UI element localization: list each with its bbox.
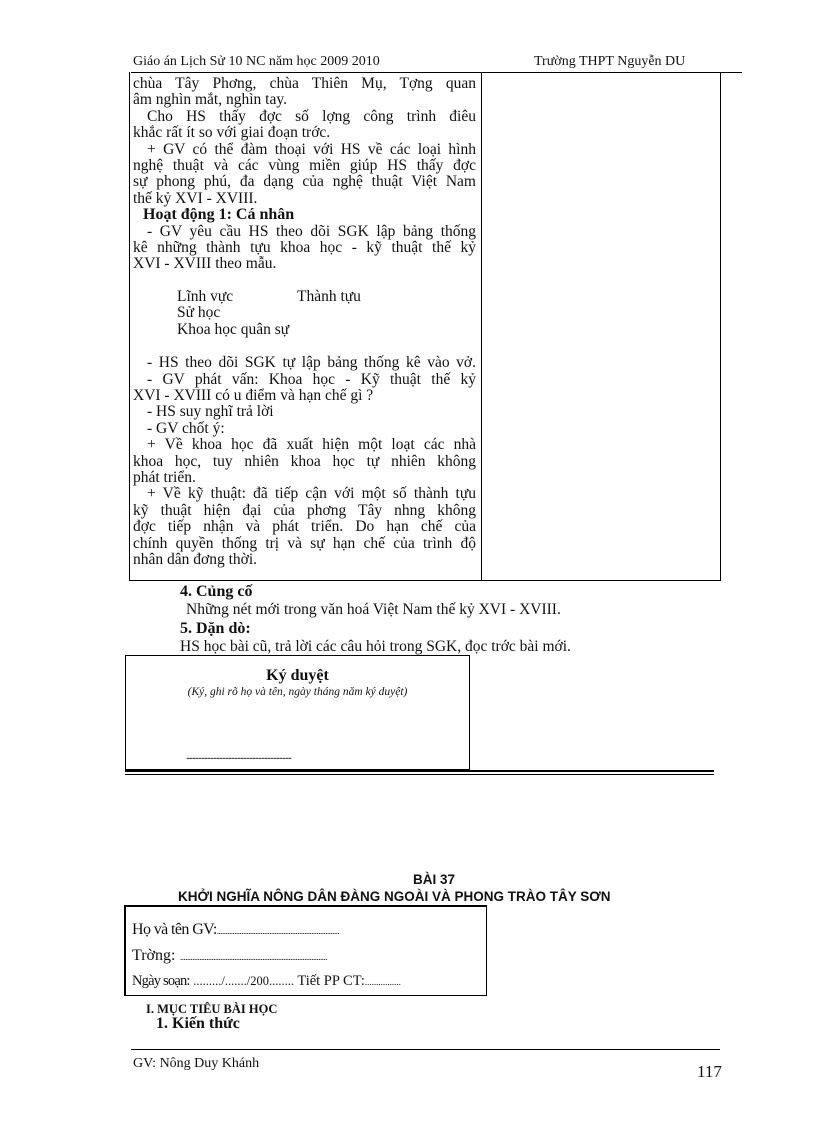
cell-line: Cho HS thấy đợc số lợng công trình điêu <box>147 107 476 125</box>
cell-line: XVI - XVIII theo mẫu. <box>133 255 277 273</box>
cell-line: + GV có thể đàm thoại với HS về các loại hình <box>147 140 476 158</box>
page-number: 117 <box>697 1062 722 1081</box>
cell-line: chính quyền thống trị và sự hạn chế của trình độ <box>133 534 476 552</box>
date-label: Ngày soạn: <box>132 973 190 989</box>
cell-line: kê những thành tựu khoa học - kỹ thuật thế kỷ <box>133 239 476 257</box>
cell-line: phát triển. <box>133 468 196 486</box>
objectives-subtitle: 1. Kiến thức <box>156 1015 240 1032</box>
cell-line: âm nghìn mắt, nghìn tay. <box>133 91 287 109</box>
template-col2-header: Thành tựu <box>297 287 361 305</box>
lesson-left-cell <box>133 76 476 568</box>
cell-line: thế kỷ XVI - XVIII. <box>133 189 258 207</box>
cell-line: - HS suy nghĩ trả lời <box>147 403 274 421</box>
teacher-info-box <box>124 905 487 996</box>
cell-line: nghệ thuật và các vùng miền giúp HS thấy đợc <box>133 157 476 175</box>
date-row <box>132 973 401 990</box>
cell-line: khoa học, tuy nhiên khoa học tự nhiên không <box>133 452 476 470</box>
lesson-table <box>129 72 721 581</box>
footer-rule <box>131 1049 720 1050</box>
homework-title: 5. Dặn dò: <box>180 620 251 637</box>
cell-line: + Về kỹ thuật: đã tiếp cận với một số thành tựu <box>147 485 476 503</box>
school-label: Trờng: <box>132 947 176 964</box>
footer-teacher: GV: Nông Duy Khánh <box>133 1056 260 1071</box>
cell-line: + Về khoa học đã xuất hiện một loạt các nhà <box>147 436 476 454</box>
period-label: Tiết PP CT: <box>297 973 365 989</box>
cell-line: - GV yêu cầu HS theo dõi SGK lập bảng thống <box>147 222 476 240</box>
date-value: ........./......./200........ <box>193 974 294 988</box>
approval-signature-dots: ...................................................................... <box>186 751 291 762</box>
approval-subtitle: (Ký, ghi rõ họ và tên, ngày tháng năm ký duyệt) <box>187 686 408 698</box>
cell-line: khắc rất ít so với giai đoạn trớc. <box>133 124 331 142</box>
cell-line: - HS theo dõi SGK tự lập bảng thống kê vào vở. <box>147 354 476 372</box>
teacher-name-row <box>132 921 339 939</box>
objectives-title: I. MỤC TIÊU BÀI HỌC <box>146 1002 278 1016</box>
school-row <box>132 947 327 965</box>
template-row: Sử học <box>177 304 221 322</box>
period-dots: ................ <box>364 977 401 987</box>
header-right: Trường THPT Nguyễn DU <box>534 54 686 69</box>
activity-title: Hoạt động 1: Cá nhân <box>143 206 295 224</box>
template-header-row <box>133 289 476 305</box>
template-col1-header: Lĩnh vực <box>177 287 234 305</box>
school-dots: .................................................................................... <box>180 952 327 962</box>
rule-thin-2 <box>125 774 714 775</box>
homework-text: HS học bài cũ, trả lời các câu hỏi trong SGK, đọc trớc bài mới. <box>180 638 571 655</box>
table-divider <box>481 72 482 580</box>
cell-line: kỹ thuật hiện đại của phơng Tây nhng không <box>133 501 476 519</box>
cell-line: - GV phát vấn: Khoa học - Kỹ thuật thế kỷ <box>147 370 476 388</box>
approval-box <box>125 655 470 770</box>
header-left: Giáo án Lịch Sử 10 NC năm học 2009 2010 <box>133 54 380 69</box>
teacher-name-dots: ...................................................................... <box>216 926 340 936</box>
consolidation-title: 4. Củng cố <box>180 583 253 600</box>
cell-line: nhân dân đơng thời. <box>133 550 258 568</box>
lesson-number: BÀI 37 <box>413 872 456 887</box>
teacher-name-label: Họ và tên GV: <box>132 921 217 938</box>
cell-line: chùa Tây Phơng, chùa Thiên Mụ, Tợng quan <box>133 75 476 92</box>
cell-line: đợc tiếp nhận và phát triển. Do hạn chế của <box>133 518 476 536</box>
cell-line: sự phong phú, đa dạng của nghệ thuật Việt Nam <box>133 173 476 191</box>
cell-line: - GV chốt ý: <box>147 419 225 437</box>
approval-title: Ký duyệt <box>266 667 329 684</box>
cell-line: XVI - XVIII có u điểm và hạn chế gì ? <box>133 386 374 404</box>
template-row: Khoa học quân sự <box>177 320 290 338</box>
rule-thick-1 <box>125 770 714 772</box>
consolidation-text: Những nét mới trong văn hoá Việt Nam thế kỷ XVI - XVIII. <box>186 601 561 618</box>
lesson-title: KHỞI NGHĨA NÔNG DÂN ĐÀNG NGOÀI VÀ PHONG TRÀO TÂY SƠN <box>178 889 611 904</box>
